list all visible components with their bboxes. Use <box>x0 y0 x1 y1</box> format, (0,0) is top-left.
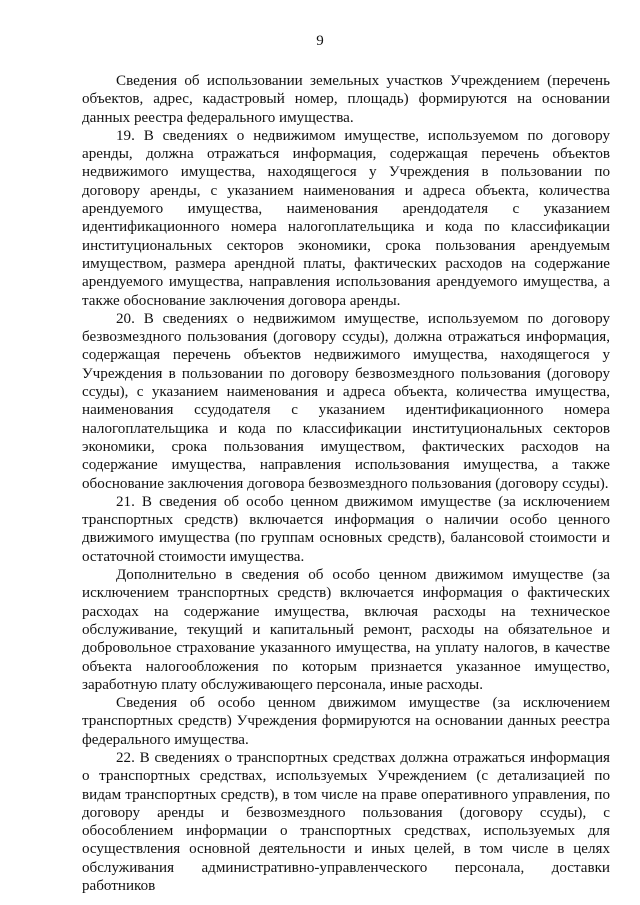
paragraph-20-free-use-property: 20. В сведениях о недвижимом имуществе, используемом по договору безвозмездного пользования (договору ссуды), должна отражаться информация, содержащая перечень объектов недвижимого имущества, находящегося у Учреждения в пользовании по договору безвозмездного пользования (договору ссуды), с указанием наименования и адреса объекта, количества имущества, наименования ссудодателя с указанием идентификационного номера налогоплательщика и кода по классификации институциональных секторов экономики, срока пользования имуществом, фактических расходов на содержание имущества, направления использования имущества, а также обоснование заключения договора безвозмездного пользования (договору ссуды). <box>82 310 610 492</box>
page-number: 9 <box>316 33 324 49</box>
document-body <box>82 72 610 895</box>
paragraph-22-vehicles: 22. В сведениях о транспортных средствах должна отражаться информация о транспортных средствах, используемых Учреждением (с детализацией по видам транспортных средств), в том числе на праве оперативного управления, по договору аренды и безвозмездного пользования (договору ссуды), с обособлением информации о транспортных средствах, используемых для осуществления основной деятельности и иных целей, в том числе в целях обслуживания административно-управленческого персонала, доставки работников <box>82 749 610 895</box>
paragraph-19-rented-property: 19. В сведениях о недвижимом имуществе, используемом по договору аренды, должна отражаться информация, содержащая перечень объектов недвижимого имущества, находящегося у Учреждения в пользовании по договору аренды, с указанием наименования и адреса объекта, количества арендуемого имущества, наименования арендодателя с указанием идентификационного номера налогоплательщика и кода по классификации институциональных секторов экономики, срока пользования арендуемым имуществом, размера арендной платы, фактических расходов на содержание арендуемого имущества, направления использования арендуемого имущества, а также обоснование заключения договора аренды. <box>82 127 610 309</box>
paragraph-additional-expenses: Дополнительно в сведения об особо ценном движимом имуществе (за исключением транспортных средств) включается информация о фактических расходах на содержание имущества, включая расходы на техническое обслуживание, текущий и капитальный ремонт, расходы на обязательное и добровольное страхование указанного имущества, на уплату налогов, в качестве объекта налогообложения по которым признается указанное имущество, заработную плату обслуживающего персонала, иные расходы. <box>82 567 610 693</box>
paragraph-valuable-property-registry: Сведения об особо ценном движимом имуществе (за исключением транспортных средств) Учреждения формируются на основании данных реестра федерального имущества. <box>82 695 610 748</box>
paragraph-land-plots: Сведения об использовании земельных участков Учреждением (перечень объектов, адрес, кадастровый номер, площадь) формируются на основании данных реестра федерального имущества. <box>82 73 610 126</box>
paragraph-21-valuable-movable-property: 21. В сведения об особо ценном движимом имуществе (за исключением транспортных средств) включается информация о наличии особо ценного движимого имущества (по группам основных средств), балансовой стоимости и остаточной стоимости имущества. <box>82 493 610 565</box>
